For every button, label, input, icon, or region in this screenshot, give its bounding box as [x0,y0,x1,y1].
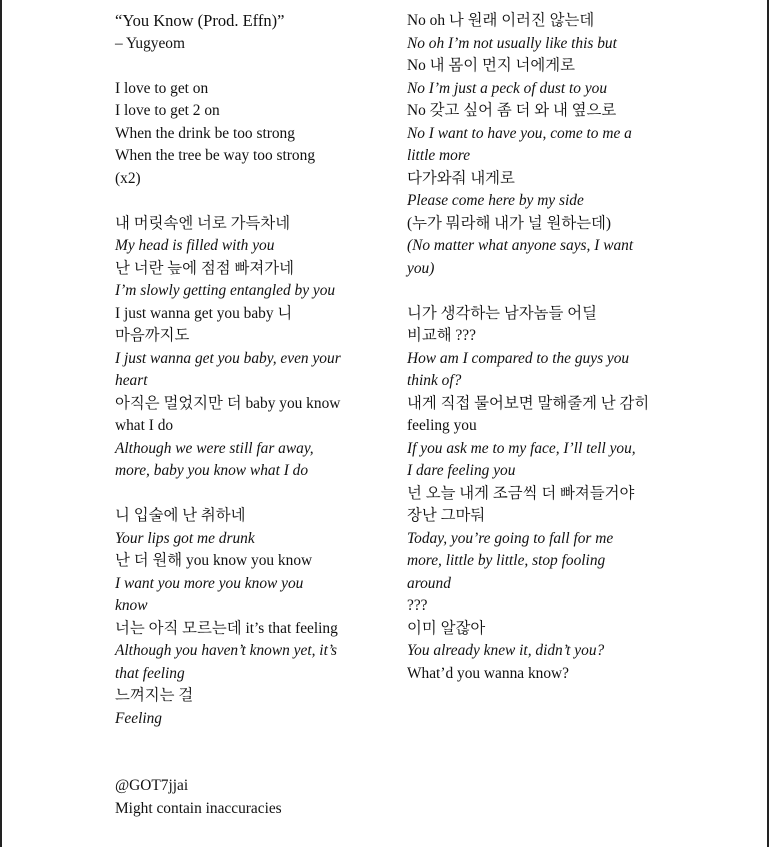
lyric-line: I dare feeling you [407,462,516,479]
right-column [407,10,669,685]
lyric-line: 니가 생각하는 남자놈들 어딜 [407,304,597,322]
lyric-line: I just wanna get you baby, even your [115,349,341,367]
lyric-line: Feeling [115,709,163,727]
lyric-line: Please come here by my side [407,192,584,209]
lyric-line: more, little by little, stop fooling [407,552,606,569]
lyric-line: No 갖고 싶어 좀 더 와 내 옆으로 [407,102,617,119]
lyric-line: No oh I’m not usually like this but [407,34,617,52]
lyric-line: I just wanna get you baby 니 [115,304,293,322]
credit-handle: @GOT7jjai [115,777,189,794]
lyric-line: When the tree be way too strong [115,147,316,164]
lyric-line: 이미 알잖아 [407,619,486,637]
lyric-line: (x2) [115,169,141,187]
lyric-line: My head is filled with you [115,237,275,254]
lyric-line: 마음까지도 [115,327,190,344]
lyric-line: 너는 아직 모르는데 it’s that feeling [115,619,338,637]
lyric-line: I’m slowly getting entangled by you [115,282,336,299]
right-block-2 [407,303,669,686]
lyric-line: around [407,574,451,592]
lyric-line: more, baby you know what I do [115,462,309,479]
lyric-line: 니 입술에 난 취하네 [115,507,246,524]
right-block-1 [407,10,669,280]
lyric-line: No I’m just a peck of dust to you [407,79,608,97]
lyric-line: (No matter what anyone says, I want [407,237,634,254]
lyric-line: I love to get on [115,79,209,97]
lyric-line: know [115,597,148,614]
lyric-line: 다가와줘 내게로 [407,169,515,187]
lyric-line: you) [407,259,435,277]
lyric-line: little more [407,147,471,164]
lyric-line: Today, you’re going to fall for me [407,529,614,547]
lyric-line: 내 머릿속엔 너로 가득차네 [115,214,291,232]
chorus-block [115,78,375,191]
lyric-line: 느껴지는 걸 [115,687,194,704]
lyric-line: heart [115,372,148,389]
lyric-line: what I do [115,417,174,434]
lyric-line: Your lips got me drunk [115,529,255,547]
lyric-line: What’d you wanna know? [407,664,569,682]
lyric-line: 장난 그마둬 [407,507,486,524]
lyric-line: You already knew it, didn’t you? [407,642,605,659]
verse1-block [115,213,375,483]
lyric-line: think of? [407,372,462,389]
lyric-line: Although you haven’t known yet, it’s [115,642,337,659]
lyric-line: 넌 오늘 내게 조금씩 더 빠져들거야 [407,484,635,502]
lyric-line: (누가 뭐라해 내가 널 원하는데) [407,214,612,232]
lyric-line: How am I compared to the guys you [407,349,630,367]
lyric-line: I want you more you know you [115,574,304,592]
verse2-block [115,505,375,730]
accuracy-note: Might contain inaccuracies [115,799,282,817]
lyric-line: ??? [407,597,428,614]
lyric-line: Although we were still far away, [115,439,314,457]
lyric-line: that feeling [115,664,185,682]
lyric-line: No oh 나 원래 이러진 않는데 [407,12,595,29]
lyric-line: If you ask me to my face, I’ll tell you, [407,439,636,457]
lyric-line: I love to get 2 on [115,102,220,119]
lyric-line: 아직은 멀었지만 더 baby you know [115,394,341,412]
artist-name: – Yugyeom [115,34,185,52]
lyric-line: 난 너란 늪에 점점 빠져가네 [115,259,294,277]
left-column [115,10,375,820]
lyric-line: When the drink be too strong [115,124,295,142]
lyric-line: 비교해 ??? [407,327,476,344]
lyric-line: feeling you [407,417,477,434]
lyric-line: 내게 직접 물어보면 말해줄게 난 감히 [407,394,650,412]
lyric-line: No I want to have you, come to me a [407,124,632,142]
lyric-line: 난 더 원해 you know you know [115,552,313,569]
song-title: “You Know (Prod. Effn)” [115,11,285,30]
lyric-line: No 내 몸이 먼지 너에게로 [407,57,576,74]
